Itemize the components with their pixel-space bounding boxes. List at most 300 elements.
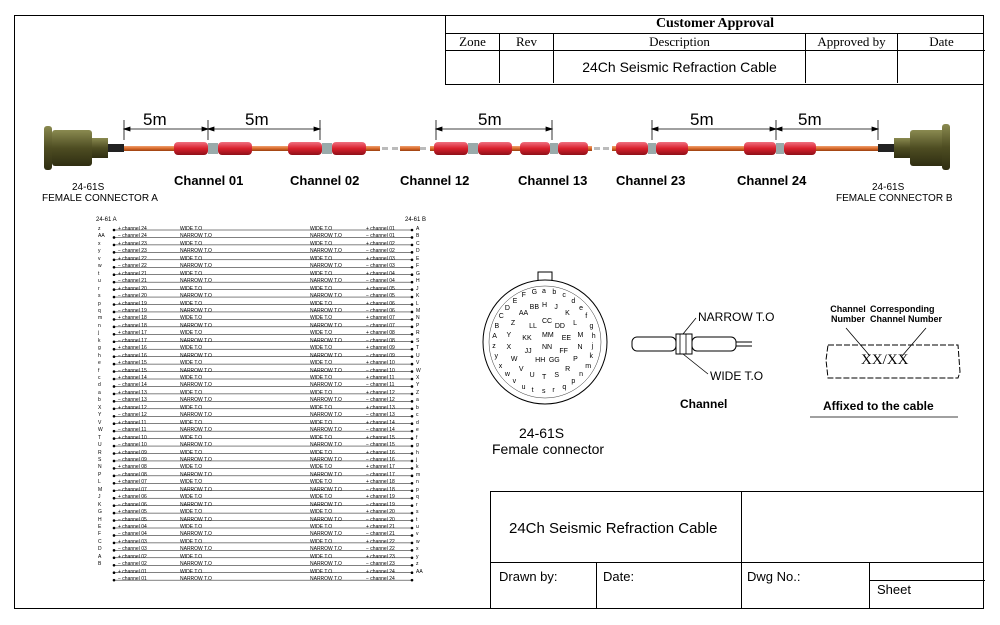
left-takeout-label: WIDE T.O (180, 568, 203, 575)
left-pin-label: t (98, 270, 100, 277)
right-channel-label: − channel 01 (366, 233, 395, 240)
right-takeout-label: WIDE T.O (310, 300, 333, 307)
left-takeout-label: WIDE T.O (180, 345, 203, 352)
right-pin-label: d (416, 419, 419, 426)
pin-label: c (562, 292, 566, 300)
wide-takeout-label: WIDE T.O (710, 369, 764, 383)
left-takeout-label: NARROW T.O (180, 576, 212, 583)
pin-label: B (494, 322, 500, 330)
right-pin-label: D (416, 248, 420, 255)
length-label-5: 5m (798, 110, 822, 129)
pin-label: E (512, 297, 518, 305)
zone-header: Zone (446, 33, 500, 51)
left-pin-label: R (98, 449, 102, 456)
left-takeout-label: NARROW T.O (180, 293, 212, 300)
left-takeout-label: NARROW T.O (180, 427, 212, 434)
left-takeout-label: WIDE T.O (180, 255, 203, 262)
pin-label: L (573, 320, 578, 327)
pin-label: C (498, 313, 504, 320)
sheet-label: Sheet (877, 582, 911, 597)
pin-label: x (498, 363, 503, 370)
right-channel-label: + channel 12 (366, 389, 395, 396)
pin-label: n (579, 371, 584, 379)
right-pin-label: z (416, 561, 419, 568)
corresponding-number-label (870, 304, 942, 324)
length-label-4: 5m (690, 110, 714, 129)
pin-label: d (571, 297, 576, 305)
left-channel-label: + channel 19 (118, 300, 147, 307)
left-takeout-label: NARROW T.O (180, 367, 212, 374)
left-channel-label: − channel 01 (118, 576, 147, 583)
right-pin-label: g (416, 442, 419, 449)
left-takeout-label: WIDE T.O (180, 389, 203, 396)
right-takeout-label: WIDE T.O (310, 270, 333, 277)
pin-label: NN (542, 344, 553, 351)
right-takeout-label: WIDE T.O (310, 524, 333, 530)
right-takeout-label: NARROW T.O (310, 293, 342, 300)
left-channel-label: + channel 18 (118, 315, 147, 322)
pin-label: R (565, 365, 571, 373)
channel-label-13: Channel 13 (518, 173, 588, 188)
pin-label: k (589, 353, 594, 361)
right-pin-label: h (416, 449, 419, 456)
left-pin-label: p (98, 300, 101, 307)
right-channel-label: + channel 06 (366, 300, 395, 307)
left-pin-label: P (98, 471, 102, 478)
left-pin-label: y (98, 248, 101, 255)
pin-label: JJ (524, 348, 532, 355)
right-channel-label: − channel 03 (366, 263, 395, 270)
left-channel-label: − channel 20 (118, 293, 147, 300)
left-pin-label: m (98, 315, 103, 322)
left-takeout-label: WIDE T.O (180, 434, 203, 441)
right-pin-label: q (416, 494, 419, 501)
right-takeout-label: NARROW T.O (310, 471, 342, 478)
left-takeout-label: WIDE T.O (180, 494, 203, 501)
pin-label: b (552, 289, 557, 297)
left-channel-label: − channel 03 (118, 546, 147, 553)
right-channel-label: − channel 20 (366, 516, 395, 523)
left-takeout-label: WIDE T.O (180, 464, 203, 471)
connector-face-drawing (476, 262, 616, 422)
drawn-by-label: Drawn by: (499, 569, 558, 584)
title-block-title: 24Ch Seismic Refraction Cable (509, 520, 718, 537)
right-pin-label: W (416, 367, 421, 374)
wiring-left-header: 24-61 A (96, 217, 117, 223)
left-pin-label: F (98, 531, 102, 538)
right-channel-label: + channel 18 (366, 479, 395, 486)
right-channel-label: + channel 24 (366, 568, 395, 575)
connector-a-label: FEMALE CONNECTOR A (42, 193, 158, 204)
left-pin-label: g (98, 345, 101, 352)
title-block (490, 491, 984, 609)
pin-label: z (492, 343, 496, 351)
face-type-label: Female connector (492, 441, 605, 457)
pin-label: q (562, 383, 567, 391)
right-takeout-label: WIDE T.O (310, 285, 333, 292)
channel-number-label (828, 304, 868, 324)
pin-label: AA (518, 310, 529, 318)
length-label-2: 5m (245, 110, 269, 129)
left-channel-label: − channel 13 (118, 397, 147, 404)
pin-label: p (571, 378, 576, 386)
pin-label: f (585, 313, 588, 320)
left-channel-label: − channel 14 (118, 382, 147, 389)
left-pin-label: q (98, 307, 101, 314)
right-channel-label: − channel 19 (366, 501, 395, 508)
left-channel-label: + channel 20 (118, 285, 147, 292)
pin-label: a (542, 288, 546, 295)
right-channel-label: − channel 11 (366, 382, 395, 389)
right-channel-label: − channel 21 (366, 531, 395, 538)
right-takeout-label: NARROW T.O (310, 516, 342, 523)
right-channel-label: − channel 09 (366, 352, 395, 359)
left-pin-label: L (98, 479, 101, 486)
left-channel-label: + channel 12 (118, 404, 147, 411)
left-pin-label: X (98, 404, 102, 411)
pin-label: w (504, 371, 510, 379)
right-channel-label: − channel 12 (366, 397, 395, 404)
left-channel-label: − channel 17 (118, 337, 147, 344)
left-channel-label: + channel 09 (118, 449, 147, 456)
left-channel-label: + channel 02 (118, 553, 147, 560)
right-pin-label: X (416, 375, 420, 381)
left-channel-label: − channel 07 (118, 486, 147, 493)
left-pin-label: h (98, 352, 101, 359)
right-takeout-label: WIDE T.O (310, 568, 333, 575)
right-channel-label: − channel 02 (366, 248, 395, 255)
right-pin-label: v (416, 531, 419, 538)
right-pin-label: M (416, 307, 421, 314)
right-channel-label: − channel 18 (366, 486, 395, 493)
channel-label-24: Channel 24 (737, 173, 807, 188)
left-channel-label: + channel 15 (118, 360, 147, 367)
left-pin-label: k (98, 337, 101, 344)
approval-title: Customer Approval (446, 15, 984, 34)
right-takeout-label: NARROW T.O (310, 337, 342, 344)
left-pin-label: S (98, 456, 102, 463)
left-takeout-label: NARROW T.O (180, 516, 212, 523)
left-pin-label: r (98, 285, 100, 292)
pin-label: t (531, 386, 534, 394)
left-pin-label: v (98, 255, 101, 262)
right-channel-label: − channel 14 (366, 427, 395, 434)
left-takeout-label: WIDE T.O (180, 285, 203, 292)
right-channel-label: + channel 14 (366, 419, 395, 426)
left-channel-label: + channel 23 (118, 240, 147, 247)
left-takeout-label: WIDE T.O (180, 524, 203, 530)
channel-label-12: Channel 12 (400, 173, 470, 188)
right-pin-label: N (416, 315, 420, 322)
pin-label: KK (522, 334, 532, 342)
right-channel-label: − channel 07 (366, 322, 395, 329)
left-takeout-label: WIDE T.O (180, 419, 203, 426)
pin-label: j (591, 343, 594, 351)
connector-b-label: FEMALE CONNECTOR B (836, 193, 953, 204)
left-pin-label: u (98, 278, 101, 285)
right-takeout-label: NARROW T.O (310, 263, 342, 270)
right-channel-label: − channel 23 (366, 561, 395, 568)
right-takeout-label: NARROW T.O (310, 367, 342, 374)
date-label: Date: (603, 569, 635, 584)
pin-label: u (521, 383, 526, 391)
right-takeout-label: WIDE T.O (310, 240, 333, 247)
pin-label: s (542, 388, 546, 395)
right-channel-label: + channel 15 (366, 434, 395, 441)
left-channel-label: − channel 04 (118, 531, 147, 538)
left-pin-label: AA (98, 233, 105, 240)
right-takeout-label: NARROW T.O (310, 427, 342, 434)
right-pin-label: P (416, 322, 420, 329)
wiring-right-header: 24-61 B (405, 217, 427, 223)
right-pin-label: E (416, 255, 420, 262)
right-takeout-label: NARROW T.O (310, 531, 342, 538)
pin-label: y (494, 353, 498, 361)
left-takeout-label: WIDE T.O (180, 449, 203, 456)
channel-label-01: Channel 01 (174, 173, 244, 188)
right-takeout-label: WIDE T.O (310, 494, 333, 501)
right-takeout-label: WIDE T.O (310, 255, 333, 262)
right-pin-label: J (416, 285, 419, 292)
right-channel-label: + channel 10 (366, 360, 395, 367)
channel-number-line-1: Channel (830, 304, 866, 314)
left-pin-label: D (98, 546, 102, 553)
right-pin-label: V (416, 360, 420, 367)
right-takeout-label: NARROW T.O (310, 248, 342, 255)
left-pin-label: z (98, 226, 101, 232)
left-channel-label: − channel 22 (118, 263, 147, 270)
left-pin-label: n (98, 322, 101, 329)
left-takeout-label: NARROW T.O (180, 397, 212, 404)
left-takeout-label: NARROW T.O (180, 322, 212, 329)
pin-label: HH (535, 356, 546, 364)
right-pin-label: L (416, 300, 419, 307)
right-pin-label: S (416, 337, 420, 344)
left-pin-label: d (98, 382, 101, 389)
left-takeout-label: NARROW T.O (180, 442, 212, 449)
right-pin-label: A (416, 226, 420, 232)
right-takeout-label: NARROW T.O (310, 546, 342, 553)
left-takeout-label: WIDE T.O (180, 375, 203, 381)
pin-label: N (577, 344, 583, 352)
right-pin-label: m (416, 471, 421, 478)
left-pin-label: x (98, 240, 101, 247)
left-pin-label: A (98, 553, 102, 560)
left-takeout-label: WIDE T.O (180, 538, 203, 545)
right-takeout-label: NARROW T.O (310, 307, 342, 314)
right-takeout-label: WIDE T.O (310, 360, 333, 367)
right-pin-label: K (416, 293, 420, 300)
connector-b-model: 24-61S (872, 182, 905, 193)
left-channel-label: + channel 22 (118, 255, 147, 262)
pin-label: GG (548, 356, 560, 364)
left-takeout-label: NARROW T.O (180, 471, 212, 478)
left-channel-label: − channel 11 (118, 427, 147, 434)
pin-label: X (506, 344, 512, 352)
left-channel-label: − channel 06 (118, 501, 147, 508)
left-channel-label: − channel 18 (118, 322, 147, 329)
left-takeout-label: NARROW T.O (180, 456, 212, 463)
left-pin-label: s (98, 293, 101, 300)
dwg-no-label: Dwg No.: (747, 569, 801, 584)
right-channel-label: − channel 22 (366, 546, 395, 553)
right-channel-label: + channel 19 (366, 494, 395, 501)
pin-label: A (492, 332, 497, 340)
left-takeout-label: NARROW T.O (180, 486, 212, 493)
left-pin-label: e (98, 360, 101, 367)
pin-label: h (591, 332, 596, 340)
left-channel-label: + channel 14 (118, 375, 147, 381)
pin-label: FF (559, 348, 568, 355)
left-channel-label: − channel 08 (118, 471, 147, 478)
approved-by-header: Approved by (806, 33, 898, 51)
left-channel-label: − channel 15 (118, 367, 147, 374)
pin-label: M (577, 331, 584, 339)
right-pin-label: AA (416, 568, 423, 575)
left-takeout-label: NARROW T.O (180, 561, 212, 568)
right-takeout-label: NARROW T.O (310, 576, 342, 583)
pin-label: BB (529, 304, 540, 312)
description-header: Description (554, 33, 806, 51)
description-cell: 24Ch Seismic Refraction Cable (554, 51, 806, 83)
left-pin-label: c (98, 375, 101, 381)
pin-label: V (518, 365, 524, 373)
left-pin-label: T (98, 434, 102, 441)
right-channel-label: + channel 17 (366, 464, 395, 471)
pin-label: S (554, 371, 559, 379)
left-channel-label: + channel 13 (118, 389, 147, 396)
right-channel-label: − channel 24 (366, 576, 395, 583)
pin-label: T (542, 374, 547, 381)
right-channel-label: + channel 05 (366, 285, 395, 292)
right-pin-label: y (416, 553, 419, 560)
left-channel-label: + channel 10 (118, 434, 147, 441)
left-pin-label: V (98, 419, 102, 426)
left-channel-label: − channel 10 (118, 442, 147, 449)
left-channel-label: + channel 17 (118, 330, 147, 337)
right-takeout-label: NARROW T.O (310, 456, 342, 463)
left-pin-label: a (98, 389, 101, 396)
left-takeout-label: NARROW T.O (180, 233, 212, 240)
left-channel-label: − channel 12 (118, 412, 147, 419)
pin-label: LL (529, 322, 537, 330)
length-label-3: 5m (478, 110, 502, 129)
left-takeout-label: NARROW T.O (180, 352, 212, 359)
right-channel-label: + channel 16 (366, 449, 395, 456)
pin-label: H (542, 302, 548, 309)
right-pin-label: e (416, 427, 419, 434)
left-takeout-label: WIDE T.O (180, 360, 203, 367)
right-channel-label: + channel 22 (366, 538, 395, 545)
right-channel-label: + channel 01 (366, 226, 395, 232)
right-pin-label: u (416, 524, 419, 530)
left-takeout-label: WIDE T.O (180, 270, 203, 277)
pin-label: EE (561, 334, 572, 342)
left-pin-label: G (98, 509, 102, 516)
channel-label-02: Channel 02 (290, 173, 360, 188)
left-pin-label: W (98, 427, 103, 434)
right-channel-label: − channel 04 (366, 278, 395, 285)
corresponding-line-1: Corresponding (870, 304, 935, 314)
right-pin-label: F (416, 263, 420, 270)
left-channel-label: + channel 11 (118, 419, 147, 426)
left-takeout-label: NARROW T.O (180, 263, 212, 270)
right-channel-label: + channel 11 (366, 375, 395, 381)
pin-label: D (504, 304, 510, 312)
left-takeout-label: NARROW T.O (180, 412, 212, 419)
left-takeout-label: NARROW T.O (180, 382, 212, 389)
left-channel-label: + channel 08 (118, 464, 147, 471)
left-channel-label: + channel 21 (118, 270, 147, 277)
right-channel-label: + channel 04 (366, 270, 395, 277)
pin-label: G (531, 289, 538, 297)
right-channel-label: + channel 20 (366, 509, 395, 516)
pin-label: r (552, 386, 555, 394)
right-pin-label: p (416, 486, 419, 493)
pin-label: U (529, 371, 535, 379)
connector-a-model: 24-61S (72, 182, 105, 193)
right-channel-label: − channel 10 (366, 367, 395, 374)
right-takeout-label: WIDE T.O (310, 315, 333, 322)
left-channel-label: + channel 05 (118, 509, 147, 516)
right-pin-label: Y (416, 382, 420, 389)
right-channel-label: − channel 06 (366, 307, 395, 314)
right-takeout-label: WIDE T.O (310, 479, 333, 486)
right-takeout-label: NARROW T.O (310, 442, 342, 449)
left-pin-label: N (98, 464, 102, 471)
left-takeout-label: NARROW T.O (180, 337, 212, 344)
right-pin-label: b (416, 404, 419, 411)
left-takeout-label: WIDE T.O (180, 479, 203, 486)
left-channel-label: + channel 06 (118, 494, 147, 501)
left-channel-label: − channel 19 (118, 307, 147, 314)
left-pin-label: U (98, 442, 102, 449)
right-channel-label: + channel 09 (366, 345, 395, 352)
face-model-label: 24-61S (519, 425, 565, 441)
narrow-takeout-label: NARROW T.O (698, 310, 775, 324)
right-takeout-label: WIDE T.O (310, 345, 333, 352)
right-pin-label: R (416, 330, 420, 337)
pin-label: J (554, 304, 558, 312)
right-pin-label: G (416, 270, 420, 277)
right-channel-label: + channel 13 (366, 404, 395, 411)
right-channel-label: + channel 03 (366, 255, 395, 262)
right-pin-label: U (416, 352, 420, 359)
right-pin-label: n (416, 479, 419, 486)
right-channel-label: − channel 05 (366, 293, 395, 300)
left-pin-label: K (98, 501, 102, 508)
pin-label: P (573, 356, 578, 363)
pin-label: K (565, 310, 570, 318)
left-takeout-label: WIDE T.O (180, 330, 203, 337)
right-takeout-label: WIDE T.O (310, 419, 333, 426)
left-pin-label: b (98, 397, 101, 404)
left-takeout-label: WIDE T.O (180, 300, 203, 307)
right-pin-label: x (416, 546, 419, 553)
pin-label: F (521, 292, 526, 300)
left-channel-label: + channel 01 (118, 568, 147, 575)
left-pin-label: M (98, 486, 103, 493)
right-pin-label: t (416, 516, 418, 523)
right-pin-label: H (416, 278, 420, 285)
left-pin-label: w (98, 263, 102, 270)
right-takeout-label: WIDE T.O (310, 434, 333, 441)
right-takeout-label: NARROW T.O (310, 352, 342, 359)
left-pin-label: C (98, 538, 102, 545)
right-channel-label: + channel 21 (366, 524, 395, 530)
left-takeout-label: NARROW T.O (180, 248, 212, 255)
left-channel-label: − channel 24 (118, 233, 147, 240)
